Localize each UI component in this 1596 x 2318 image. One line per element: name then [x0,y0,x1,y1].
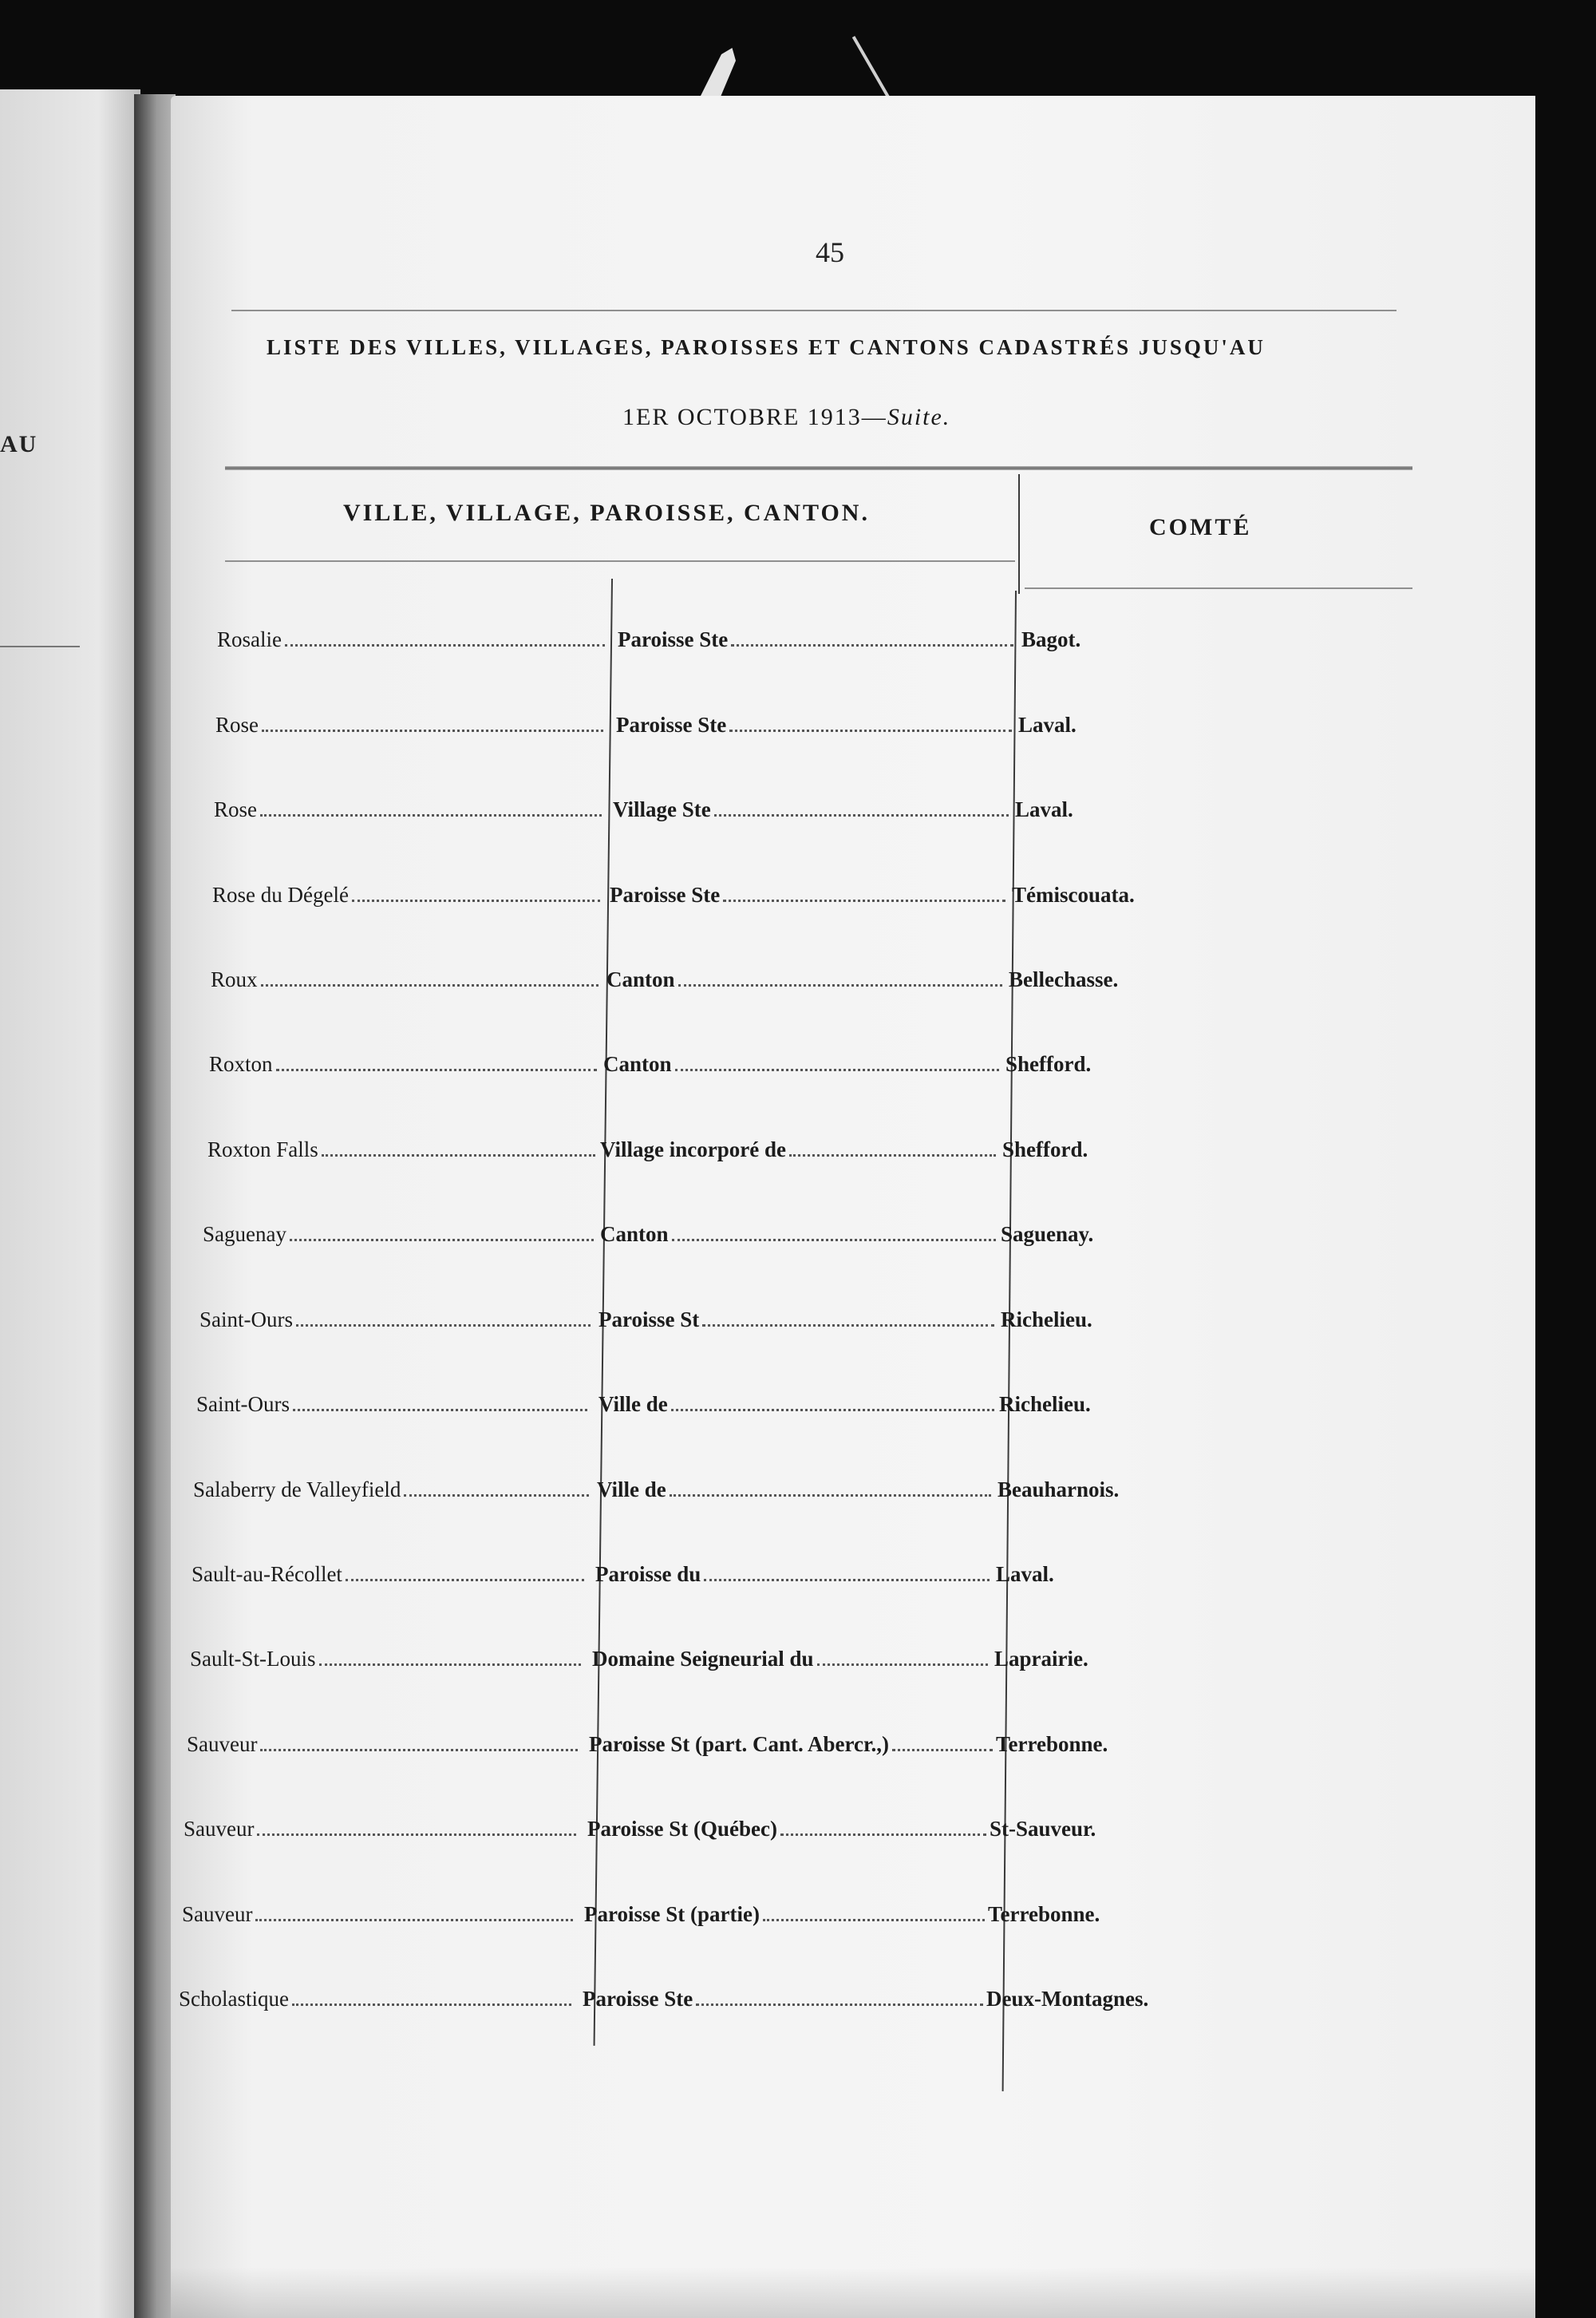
table-row [200,1307,1189,1343]
table-row [182,1902,1187,1937]
table-row [196,1392,1186,1427]
row-comte: Terrebonne. [996,1732,1108,1756]
row-name: Roux [211,967,258,991]
row-type: Paroisse Ste [618,627,729,651]
row-name: Roxton [209,1052,273,1076]
row-type: Paroisse Ste [616,713,727,737]
paper-crease [852,36,891,100]
row-name: Scholastique [179,1987,289,2011]
row-type: Ville de [598,1392,668,1416]
header-rule-left [225,560,1015,562]
table-row [214,797,1203,833]
row-type: Paroisse Ste [610,883,721,907]
title-date: 1ER OCTOBRE 1913— [622,404,887,430]
row-comte: Deux-Montagnes. [986,1987,1149,2011]
table-row [217,627,1207,663]
row-comte: Témiscouata. [1012,883,1135,907]
row-name: Sauveur [187,1732,258,1756]
table-row [215,713,1205,748]
page-number: 45 [816,236,844,268]
row-name: Sault-au-Récollet [192,1562,342,1586]
column-header-comte: COMTÉ [1149,514,1252,540]
page-right-shadow [1535,136,1596,2318]
row-name: Rose [215,713,259,737]
row-name: Saint-Ours [196,1392,290,1416]
title-suite: Suite. [887,404,951,430]
left-page-rule [0,646,80,647]
row-type: Canton [603,1052,672,1076]
row-type: Paroisse St (part. Cant. Abercr.,) [589,1732,889,1756]
row-name: Rosalie [217,627,282,651]
row-type: Canton [606,967,675,991]
row-name: Saguenay [203,1222,286,1246]
table-row [190,1647,1179,1682]
row-comte: Terrebonne. [988,1902,1100,1926]
row-comte: Laval. [1018,713,1077,737]
row-type: Domaine Seigneurial du [592,1647,814,1671]
row-comte: Laprairie. [994,1647,1088,1671]
table-row [207,1137,1197,1173]
table-row [187,1732,1192,1767]
row-type: Paroisse Ste [583,1987,693,2011]
row-type: Village Ste [613,797,711,821]
header-divider [1018,474,1020,594]
row-name: Saint-Ours [200,1307,293,1331]
row-type: Paroisse St [598,1307,700,1331]
table-row [211,967,1200,1003]
row-comte: Shefford. [1005,1052,1092,1076]
binding-gutter [134,94,176,2318]
page-title-line2 [622,404,1101,431]
row-comte: St-Sauveur. [990,1817,1096,1841]
left-page-edge [0,89,140,2318]
table-row [209,1052,1199,1087]
page-title-line1: LISTE DES VILLES, VILLAGES, PAROISSES ET CANTONS CADASTRÉS JUSQU'AU [267,335,1266,359]
table-row [212,883,1202,918]
row-comte: Bagot. [1021,627,1081,651]
table-row [203,1222,1192,1257]
row-type: Paroisse du [595,1562,701,1586]
row-name: Sauveur [182,1902,253,1926]
row-name: Sault-St-Louis [190,1647,316,1671]
row-comte: Beauharnois. [998,1477,1120,1501]
row-name: Salaberry de Valleyfield [193,1477,401,1501]
row-type: Canton [600,1222,669,1246]
row-comte: Richelieu. [1001,1307,1092,1331]
row-name: Sauveur [184,1817,255,1841]
table-row [184,1817,1189,1852]
row-comte: Laval. [1015,797,1073,821]
row-type: Paroisse St (partie) [584,1902,760,1926]
row-comte: Shefford. [1002,1137,1088,1161]
row-comte: Bellechasse. [1009,967,1119,991]
row-type: Ville de [597,1477,666,1501]
row-comte: Saguenay. [1001,1222,1094,1246]
row-name: Rose [214,797,257,821]
table-row [192,1562,1181,1597]
title-double-rule [225,466,1412,470]
page-bottom-shade [171,2267,1535,2318]
row-name: Roxton Falls [207,1137,318,1161]
left-page-text-fragment: AU [0,431,38,457]
top-rule [231,310,1396,311]
row-name: Rose du Dégelé [212,883,349,907]
header-rule-right [1025,587,1412,589]
column-header-place: VILLE, VILLAGE, PAROISSE, CANTON. [343,500,870,526]
row-type: Paroisse St (Québec) [587,1817,777,1841]
table-row [193,1477,1199,1513]
row-comte: Laval. [996,1562,1054,1586]
row-type: Village incorporé de [600,1137,786,1161]
table-row [179,1987,1200,2022]
row-comte: Richelieu. [999,1392,1091,1416]
